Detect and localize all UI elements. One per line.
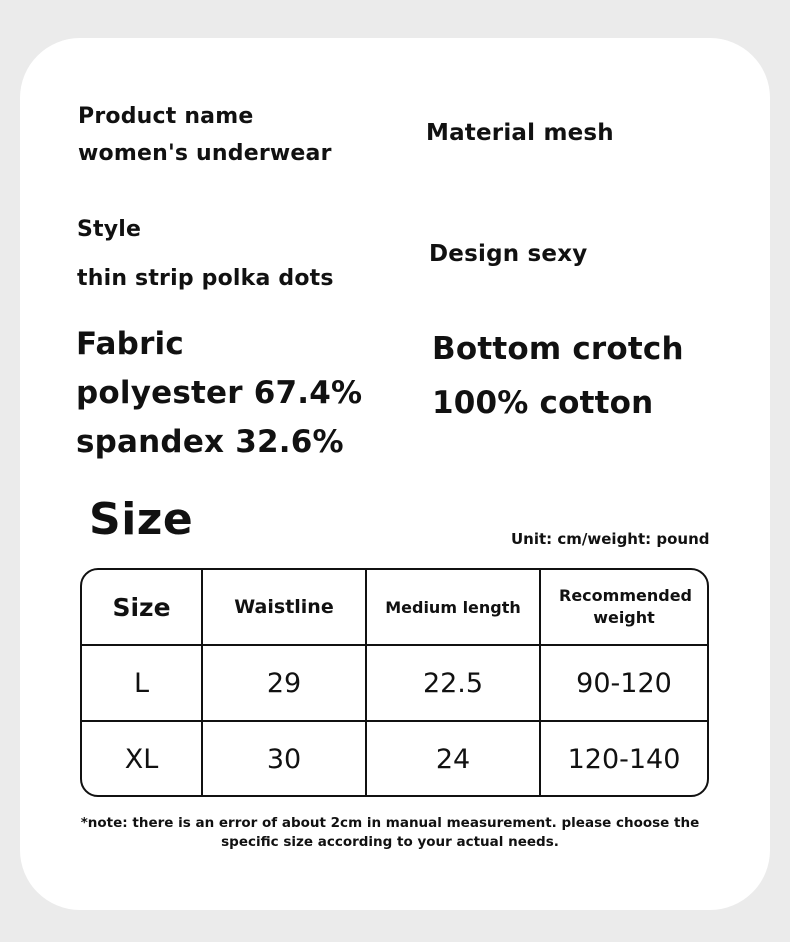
product-name-label: Product name — [78, 104, 254, 129]
material-text: Material mesh — [426, 120, 614, 146]
crotch-value: 100% cotton — [432, 385, 654, 421]
cell-weight: 90-120 — [540, 645, 707, 721]
cell-waistline: 30 — [202, 721, 366, 797]
crotch-label: Bottom crotch — [432, 331, 684, 367]
table-header-row — [82, 570, 707, 645]
header-size: Size — [82, 570, 202, 645]
cell-size: L — [82, 645, 202, 721]
measurement-note: *note: there is an error of about 2cm in manual measurement. please choose the specific size according to your actual needs. — [80, 815, 700, 850]
header-waistline: Waistline — [202, 570, 366, 645]
table-row — [82, 645, 707, 721]
header-recommended-weight: Recommended weight — [540, 570, 707, 645]
table-row — [82, 721, 707, 797]
cell-weight: 120-140 — [540, 721, 707, 797]
style-value: thin strip polka dots — [77, 266, 334, 291]
style-label: Style — [77, 217, 142, 242]
unit-text: Unit: cm/weight: pound — [511, 530, 710, 548]
size-title: Size — [89, 494, 194, 545]
fabric-line-1: polyester 67.4% — [76, 375, 363, 411]
cell-size: XL — [82, 721, 202, 797]
fabric-label: Fabric — [76, 326, 184, 362]
cell-waistline: 29 — [202, 645, 366, 721]
size-table — [80, 568, 709, 797]
fabric-line-2: spandex 32.6% — [76, 424, 344, 460]
product-name-value: women's underwear — [78, 141, 332, 166]
cell-medium-length: 22.5 — [366, 645, 540, 721]
cell-medium-length: 24 — [366, 721, 540, 797]
design-text: Design sexy — [429, 241, 588, 267]
header-medium-length: Medium length — [366, 570, 540, 645]
